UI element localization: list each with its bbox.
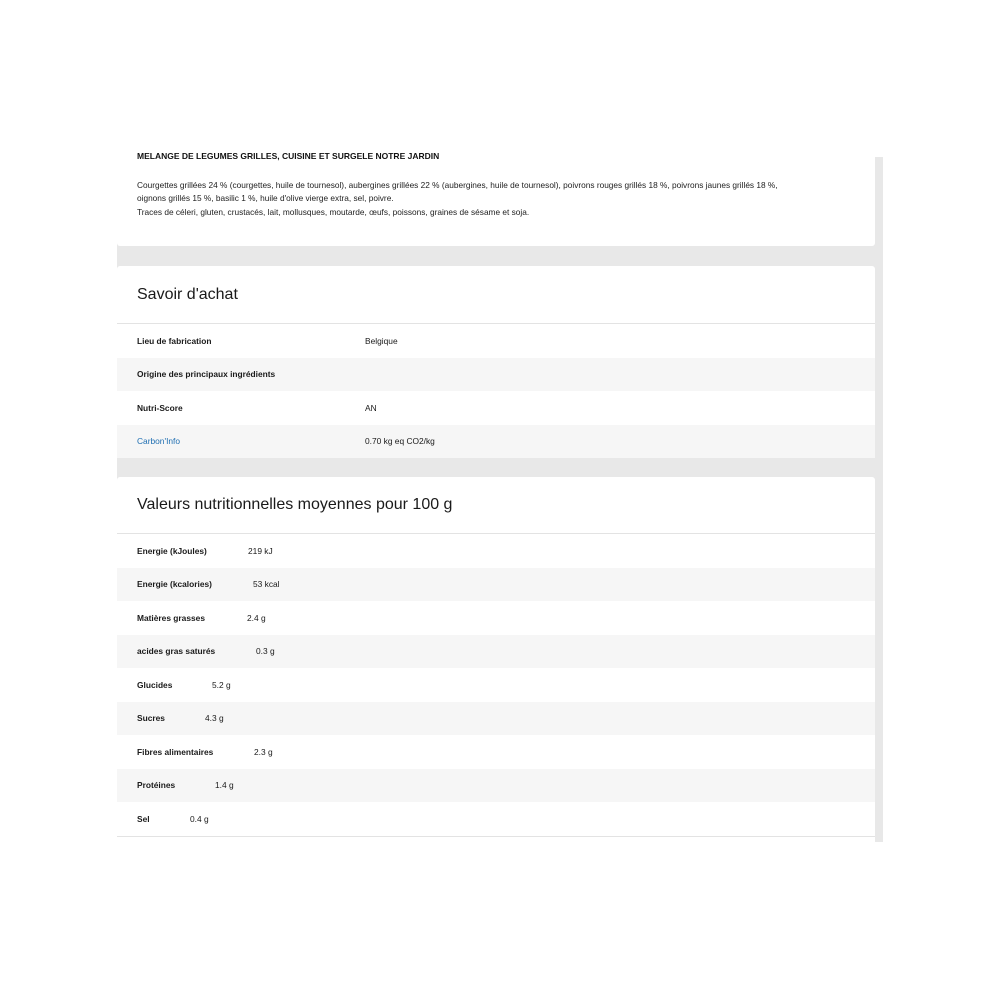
product-detail-scroll-panel[interactable] bbox=[117, 151, 883, 842]
ingredients-text bbox=[137, 179, 857, 219]
savoir-achat-card bbox=[117, 266, 875, 457]
nutrient-label: Sucres bbox=[137, 713, 165, 724]
savoir-achat-table bbox=[117, 324, 875, 458]
nutrient-label: Energie (kJoules) bbox=[137, 545, 207, 556]
table-row bbox=[117, 534, 875, 568]
scrollbar-track[interactable] bbox=[875, 157, 883, 842]
row-value-nutri-score: AN bbox=[365, 402, 377, 413]
nutrient-label: Matières grasses bbox=[137, 612, 205, 623]
nutrient-value: 1.4 g bbox=[215, 780, 234, 791]
table-row bbox=[117, 802, 875, 836]
nutrient-value: 0.3 g bbox=[256, 646, 275, 657]
table-row bbox=[117, 601, 875, 635]
row-label-nutri-score: Nutri-Score bbox=[137, 402, 183, 413]
nutrient-value: 2.4 g bbox=[247, 612, 266, 623]
ingredients-card bbox=[117, 151, 875, 246]
table-row bbox=[117, 769, 875, 803]
ingredients-title: MELANGE DE LEGUMES GRILLES, CUISINE ET SURGELE NOTRE JARDIN bbox=[137, 151, 440, 161]
row-label-origine-ingredients: Origine des principaux ingrédients bbox=[137, 369, 276, 380]
nutrient-label: Energie (kcalories) bbox=[137, 579, 212, 590]
table-row bbox=[117, 735, 875, 769]
nutrient-value: 4.3 g bbox=[205, 713, 224, 724]
row-value-carbon-info: 0.70 kg eq CO2/kg bbox=[365, 436, 435, 447]
row-label-lieu-fabrication: Lieu de fabrication bbox=[137, 335, 212, 346]
ingredients-line: Courgettes grillées 24 % (courgettes, huile de tournesol), aubergines grillées 22 % (aubergines, huile de tournesol), poivrons rouges grillés 18 %, poivrons jaunes grillés 18 %, bbox=[137, 180, 778, 190]
nutrition-card bbox=[117, 477, 875, 847]
nutrient-label: Sel bbox=[137, 813, 150, 824]
nutrient-value: 5.2 g bbox=[212, 679, 231, 690]
nutrient-value: 53 kcal bbox=[253, 579, 280, 590]
nutrient-label: Protéines bbox=[137, 780, 176, 791]
table-row bbox=[117, 425, 875, 459]
table-row bbox=[117, 702, 875, 736]
table-row bbox=[117, 568, 875, 602]
ingredients-line: oignons grillés 15 %, basilic 1 %, huile d'olive vierge extra, sel, poivre. bbox=[137, 193, 394, 204]
nutrition-table bbox=[117, 534, 875, 836]
row-value-lieu-fabrication: Belgique bbox=[365, 335, 398, 346]
savoir-achat-title: Savoir d'achat bbox=[137, 286, 238, 303]
table-bottom-divider bbox=[117, 836, 875, 837]
table-row bbox=[117, 324, 875, 358]
nutrient-value: 0.4 g bbox=[190, 813, 209, 824]
nutrition-title: Valeurs nutritionnelles moyennes pour 100 g bbox=[137, 496, 453, 513]
allergens-traces-line: Traces de céleri, gluten, crustacés, lait, mollusques, moutarde, œufs, poissons, graines de sésame et soja. bbox=[137, 206, 530, 217]
table-row bbox=[117, 391, 875, 425]
nutrient-label: acides gras saturés bbox=[137, 646, 216, 657]
nutrient-label: Glucides bbox=[137, 679, 173, 690]
nutrient-value: 2.3 g bbox=[254, 746, 273, 757]
carbon-info-link[interactable]: Carbon'Info bbox=[137, 436, 181, 447]
table-row bbox=[117, 358, 875, 392]
nutrient-label: Fibres alimentaires bbox=[137, 746, 214, 757]
nutrient-value: 219 kJ bbox=[248, 545, 273, 556]
table-row bbox=[117, 668, 875, 702]
table-row bbox=[117, 635, 875, 669]
